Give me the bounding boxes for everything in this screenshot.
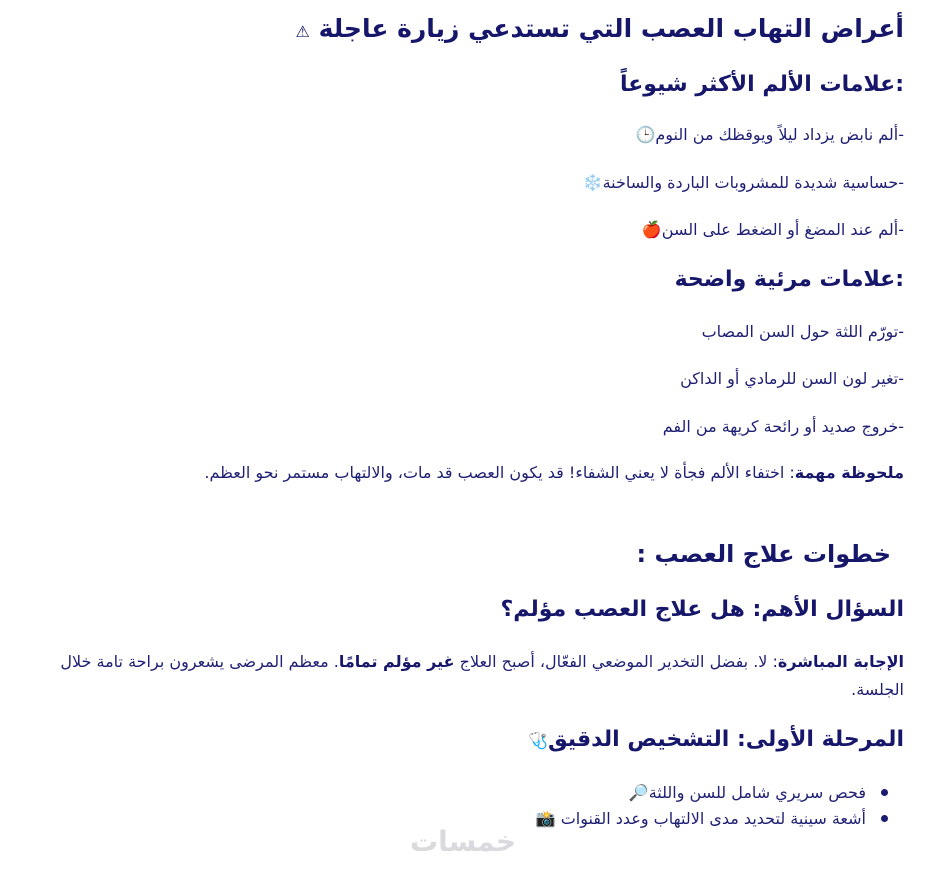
pain-item-text: -ألم عند المضغ أو الضغط على السن	[661, 220, 904, 239]
treatment-steps-heading: خطوات علاج العصب :	[636, 540, 891, 568]
camera-flash-icon: 📸	[535, 809, 556, 828]
phase1-list	[536, 780, 890, 832]
list-item-text: فحص سريري شامل للسن واللثة	[648, 783, 866, 802]
pain-item	[642, 220, 904, 239]
answer-label: الإجابة المباشرة	[777, 652, 904, 671]
list-item	[536, 780, 866, 806]
answer-text-1: : لا. بفضل التخدير الموضعي الفعّال، أصبح العلاج	[454, 652, 778, 671]
snowflake-icon: ❄️	[582, 173, 603, 192]
answer-text-2: . معظم المرضى يشعرون براحة تامة خلال الجلسة.	[60, 652, 904, 699]
phase1-title: المرحلة الأولى: التشخيص الدقيق	[547, 727, 904, 752]
pain-item-text: -ألم نابض يزداد ليلاً ويوقظك من النوم	[655, 125, 904, 144]
note-text: : اختفاء الألم فجأة لا يعني الشفاء! قد يكون العصب قد مات، والالتهاب مستمر نحو العظم.	[204, 463, 795, 482]
note-label: ملحوظة مهمة	[794, 463, 904, 482]
visible-item: -تورّم اللثة حول السن المصاب	[701, 322, 904, 341]
magnifier-icon: 🔎	[628, 783, 649, 802]
direct-answer	[54, 648, 904, 704]
visible-signs-heading: :علامات مرئية واضحة	[674, 267, 904, 292]
important-note	[204, 463, 904, 482]
pain-item	[635, 125, 904, 144]
list-item-text: أشعة سينية لتحديد مدى الالتهاب وعدد القنوات	[555, 809, 866, 828]
answer-bold: غير مؤلم تمامًا	[338, 652, 455, 671]
main-title	[296, 14, 905, 43]
pain-item	[583, 173, 904, 192]
watermark-logo: خمسات	[410, 825, 517, 858]
warning-icon: ⚠	[295, 22, 310, 41]
visible-item: -خروج صديد أو رائحة كريهة من الفم	[662, 417, 904, 436]
pain-item-text: -حساسية شديدة للمشروبات الباردة والساخنة	[602, 173, 904, 192]
phase1-heading	[528, 727, 904, 752]
list-item	[536, 806, 866, 832]
apple-icon: 🍎	[641, 220, 662, 239]
stethoscope-icon: 🩺	[528, 731, 548, 750]
clock-icon: 🕒	[635, 125, 656, 144]
question-heading: السؤال الأهم: هل علاج العصب مؤلم؟	[500, 597, 904, 622]
main-title-text: أعراض التهاب العصب التي تستدعي زيارة عاجلة	[318, 14, 904, 43]
pain-signs-heading: :علامات الألم الأكثر شيوعاً	[619, 72, 904, 97]
visible-item: -تغير لون السن للرمادي أو الداكن	[680, 369, 904, 388]
